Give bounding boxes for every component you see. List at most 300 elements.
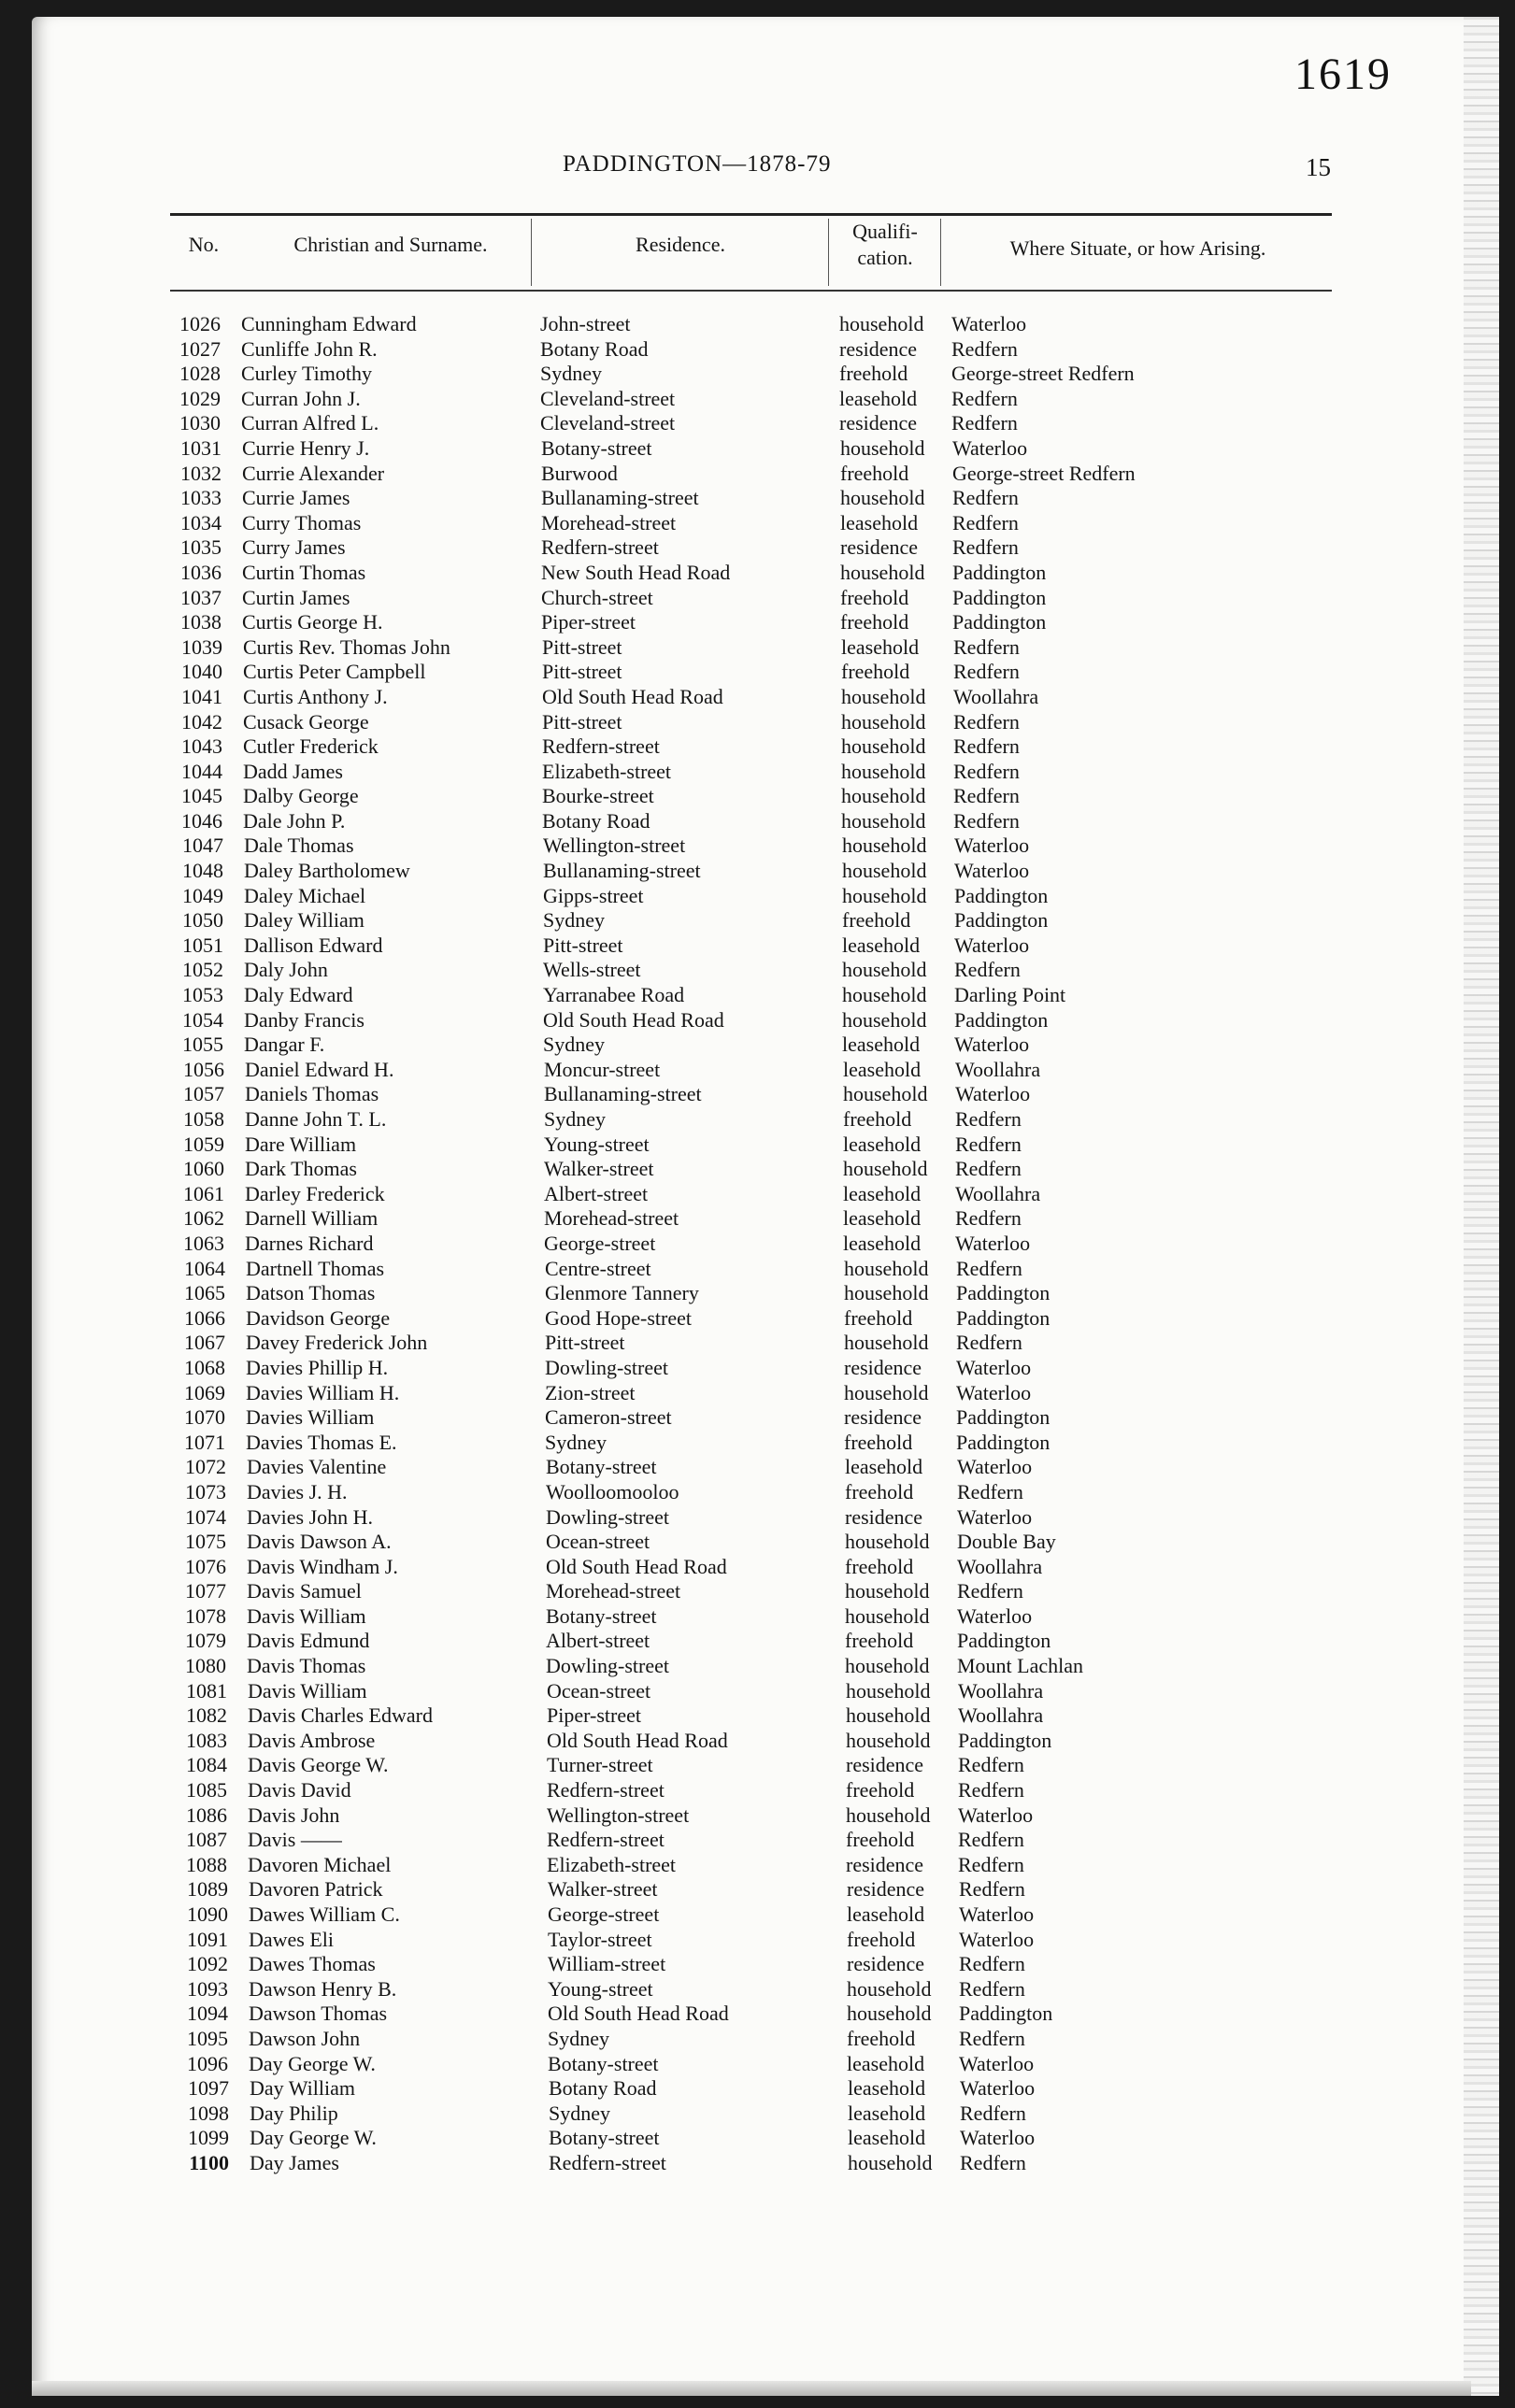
- entry-number: 1099: [188, 2126, 229, 2150]
- table-row: [0, 411, 1467, 436]
- qualification: household: [842, 859, 927, 883]
- entry-number: 1057: [183, 1082, 224, 1106]
- page-number: 1619: [1294, 50, 1392, 99]
- residence: Albert-street: [544, 1181, 649, 1205]
- qualification: leasehold: [843, 1231, 922, 1255]
- where-situate: Redfern: [951, 336, 1018, 361]
- residence: Dowling-street: [546, 1654, 669, 1678]
- entry-number: 1041: [181, 684, 222, 708]
- residence: Good Hope-street: [545, 1305, 693, 1330]
- elector-name: Cunliffe John R.: [241, 336, 378, 361]
- table-row: [0, 1828, 1467, 1853]
- entry-number: 1053: [182, 983, 223, 1007]
- residence: Dowling-street: [546, 1504, 669, 1529]
- elector-name: Dadd James: [243, 759, 343, 783]
- table-row: [0, 2102, 1467, 2127]
- column-header-qualification-line2: cation.: [857, 246, 913, 269]
- table-row: [0, 784, 1467, 809]
- entry-number: 1061: [183, 1181, 224, 1205]
- elector-name: Curley Timothy: [241, 362, 372, 386]
- where-situate: Paddington: [952, 560, 1047, 584]
- qualification: leasehold: [841, 634, 920, 659]
- entry-number: 1058: [183, 1107, 224, 1131]
- column-header-where: Where Situate, or how Arising.: [1009, 236, 1266, 260]
- qualification: freehold: [844, 1430, 913, 1454]
- table-row: [0, 1928, 1467, 1953]
- qualification: household: [842, 983, 927, 1007]
- table-row: [0, 1629, 1467, 1654]
- residence: Burwood: [541, 461, 618, 485]
- qualification: freehold: [844, 1305, 913, 1330]
- residence: Zion-street: [545, 1380, 636, 1404]
- qualification: residence: [839, 411, 918, 435]
- qualification: household: [841, 709, 926, 734]
- residence: Pitt-street: [545, 1331, 625, 1355]
- entry-number: 1064: [184, 1256, 225, 1280]
- where-situate: Waterloo: [952, 435, 1028, 460]
- elector-name: Davis Charles Edward: [248, 1703, 433, 1728]
- table-row: [0, 1133, 1467, 1158]
- qualification: household: [842, 883, 927, 907]
- elector-name: Dawson John: [249, 2026, 361, 2050]
- qualification: leasehold: [843, 1206, 922, 1231]
- table-row: [0, 635, 1467, 661]
- residence: Redfern-street: [542, 734, 660, 759]
- where-situate: Waterloo: [954, 834, 1030, 858]
- elector-name: Currie Alexander: [242, 461, 385, 485]
- residence: Botany Road: [549, 2076, 657, 2101]
- elector-name: Cunningham Edward: [241, 312, 417, 335]
- where-situate: Paddington: [956, 1405, 1050, 1430]
- column-divider: [940, 219, 941, 286]
- table-row: [0, 1107, 1467, 1133]
- residence: Morehead-street: [541, 510, 677, 534]
- table-row: [0, 535, 1467, 561]
- residence: Albert-street: [546, 1629, 650, 1653]
- entry-number: 1043: [181, 734, 222, 759]
- qualification: household: [842, 1007, 927, 1032]
- residence: Botany Road: [540, 336, 649, 361]
- qualification: household: [841, 759, 926, 783]
- qualification: freehold: [839, 362, 908, 386]
- column-header-name: Christian and Surname.: [293, 233, 488, 256]
- table-row: [0, 958, 1467, 983]
- elector-name: Daly Edward: [244, 983, 353, 1007]
- qualification: freehold: [842, 908, 911, 933]
- where-situate: Waterloo: [959, 1927, 1035, 1951]
- table-row: [0, 511, 1467, 536]
- where-situate: Darling Point: [954, 983, 1066, 1007]
- where-situate: Redfern: [951, 386, 1018, 410]
- residence: Walker-street: [548, 1877, 658, 1902]
- where-situate: Redfern: [955, 1107, 1022, 1131]
- entry-number: 1049: [182, 883, 223, 907]
- elector-name: Davies Phillip H.: [246, 1355, 389, 1379]
- table-row: [0, 1555, 1467, 1580]
- elector-name: Currie James: [242, 486, 350, 510]
- residence: Redfern-street: [541, 535, 659, 560]
- entry-number: 1087: [186, 1828, 227, 1852]
- entry-number: 1056: [183, 1057, 224, 1081]
- table-row: [0, 1281, 1467, 1306]
- elector-name: Danby Francis: [244, 1007, 364, 1032]
- residence: Gipps-street: [543, 883, 644, 907]
- elector-name: Darnes Richard: [245, 1231, 374, 1255]
- column-divider: [531, 219, 532, 286]
- elector-name: Dawes William C.: [249, 1902, 400, 1926]
- where-situate: Redfern: [952, 486, 1019, 510]
- qualification: household: [842, 958, 927, 982]
- qualification: household: [845, 1603, 930, 1628]
- entry-number: 1030: [179, 411, 221, 435]
- qualification: household: [843, 1157, 928, 1181]
- where-situate: Redfern: [954, 958, 1021, 982]
- elector-name: Curtis Rev. Thomas John: [243, 634, 450, 659]
- qualification: residence: [840, 535, 919, 560]
- table-row: [0, 1604, 1467, 1630]
- entry-number: 1096: [187, 2051, 228, 2075]
- where-situate: Woollahra: [953, 684, 1039, 708]
- entry-number: 1071: [184, 1430, 225, 1454]
- table-row: [0, 2076, 1467, 2102]
- where-situate: Paddington: [956, 1430, 1050, 1454]
- residence: Botany-street: [546, 1455, 657, 1479]
- qualification: household: [844, 1281, 929, 1305]
- where-situate: Waterloo: [957, 1603, 1033, 1628]
- elector-name: Curry Thomas: [242, 510, 362, 534]
- residence: Cameron-street: [545, 1405, 672, 1430]
- residence: Bullanaming-street: [543, 859, 701, 883]
- where-situate: Waterloo: [956, 1380, 1032, 1404]
- table-row: [0, 1654, 1467, 1679]
- elector-list: [0, 312, 1467, 2176]
- where-situate: Paddington: [952, 585, 1047, 609]
- where-situate: Waterloo: [957, 1504, 1033, 1529]
- entry-number: 1094: [187, 2002, 228, 2026]
- elector-name: Daley Michael: [244, 883, 366, 907]
- qualification: household: [841, 734, 926, 759]
- elector-name: Dartnell Thomas: [246, 1256, 385, 1280]
- where-situate: Woollahra: [957, 1554, 1043, 1578]
- where-situate: Redfern: [953, 808, 1020, 833]
- entry-number: 1060: [183, 1157, 224, 1181]
- entry-number: 1092: [187, 1952, 228, 1976]
- where-situate: Waterloo: [959, 2051, 1035, 2075]
- qualification: household: [840, 486, 925, 510]
- page-bottom-edge: [32, 2381, 1471, 2396]
- qualification: leasehold: [845, 1455, 923, 1479]
- table-row: [0, 2002, 1467, 2027]
- entry-number: 1074: [185, 1504, 226, 1529]
- entry-number: 1072: [185, 1455, 226, 1479]
- residence: Walker-street: [544, 1157, 654, 1181]
- elector-name: Davis ——: [248, 1828, 342, 1852]
- entry-number: 1052: [182, 958, 223, 982]
- elector-name: Curry James: [242, 535, 346, 560]
- where-situate: Redfern: [953, 784, 1020, 808]
- qualification: household: [846, 1678, 931, 1703]
- where-situate: Redfern: [957, 1479, 1023, 1503]
- table-row: [0, 1679, 1467, 1704]
- residence: Church-street: [541, 585, 653, 609]
- elector-name: Curtis George H.: [242, 610, 383, 634]
- elector-name: Daniel Edward H.: [245, 1057, 394, 1081]
- elector-name: Davoren Patrick: [249, 1877, 383, 1902]
- table-row: [0, 809, 1467, 834]
- entry-number: 1073: [185, 1479, 226, 1503]
- table-row: [0, 1977, 1467, 2002]
- table-row: [0, 2052, 1467, 2077]
- residence: Old South Head Road: [547, 1728, 728, 1752]
- table-row: [0, 1480, 1467, 1505]
- elector-name: Curtis Anthony J.: [243, 684, 388, 708]
- entry-number: 1029: [179, 386, 221, 410]
- qualification: freehold: [840, 585, 909, 609]
- elector-name: Davies William H.: [246, 1380, 400, 1404]
- entry-number: 1033: [180, 486, 222, 510]
- where-situate: Waterloo: [958, 1802, 1034, 1827]
- qualification: freehold: [845, 1629, 914, 1653]
- column-header-residence: Residence.: [636, 233, 725, 256]
- table-row: [0, 1058, 1467, 1083]
- where-situate: Redfern: [957, 1579, 1023, 1603]
- entry-number: 1065: [184, 1281, 225, 1305]
- residence: Redfern-street: [549, 2150, 666, 2174]
- table-row: [0, 734, 1467, 760]
- table-row: [0, 859, 1467, 884]
- where-situate: Waterloo: [955, 1082, 1031, 1106]
- elector-name: Day James: [250, 2150, 339, 2174]
- table-row: [0, 1232, 1467, 1257]
- elector-name: Dare William: [245, 1132, 357, 1156]
- entry-number: 1082: [186, 1703, 227, 1728]
- residence: Bourke-street: [542, 784, 654, 808]
- table-row: [0, 1505, 1467, 1531]
- table-row: [0, 908, 1467, 933]
- elector-name: Dale Thomas: [244, 834, 354, 858]
- elector-name: Day William: [250, 2076, 355, 2101]
- residence: Cleveland-street: [540, 411, 676, 435]
- where-situate: Paddington: [957, 1629, 1051, 1653]
- elector-name: Curtin James: [242, 585, 350, 609]
- where-situate: Redfern: [959, 1952, 1025, 1976]
- elector-name: Davis George W.: [248, 1753, 389, 1777]
- elector-name: Dalby George: [243, 784, 359, 808]
- table-row: [0, 1703, 1467, 1729]
- qualification: household: [847, 2002, 932, 2026]
- qualification: household: [844, 1331, 929, 1355]
- elector-name: Davis John: [248, 1802, 340, 1827]
- where-situate: Redfern: [953, 709, 1020, 734]
- residence: Botany-street: [541, 435, 652, 460]
- where-situate: Woollahra: [958, 1703, 1044, 1728]
- where-situate: Redfern: [960, 2150, 1026, 2174]
- qualification: residence: [844, 1405, 922, 1430]
- entry-number: 1050: [182, 908, 223, 933]
- qualification: household: [846, 1728, 931, 1752]
- residence: Wellington-street: [547, 1802, 690, 1827]
- where-situate: Waterloo: [951, 312, 1027, 335]
- qualification: residence: [844, 1355, 922, 1379]
- table-row: [0, 462, 1467, 487]
- where-situate: Waterloo: [955, 1231, 1031, 1255]
- entry-number: 1084: [186, 1753, 227, 1777]
- elector-name: Daly John: [244, 958, 328, 982]
- elector-name: Cutler Frederick: [243, 734, 379, 759]
- elector-name: Dawson Henry B.: [249, 1976, 397, 2001]
- entry-number: 1037: [180, 585, 222, 609]
- entry-number: 1028: [179, 362, 221, 386]
- where-situate: Redfern: [958, 1753, 1024, 1777]
- qualification: freehold: [840, 461, 909, 485]
- residence: William-street: [548, 1952, 666, 1976]
- qualification: household: [843, 1082, 928, 1106]
- qualification: leasehold: [848, 2126, 926, 2150]
- table-row: [0, 1331, 1467, 1356]
- table-row: [0, 1405, 1467, 1431]
- elector-name: Dale John P.: [243, 808, 346, 833]
- qualification: leasehold: [848, 2076, 926, 2101]
- qualification: household: [840, 435, 925, 460]
- header-rule-bottom: [170, 290, 1332, 292]
- entry-number: 1044: [181, 759, 222, 783]
- residence: Old South Head Road: [548, 2002, 729, 2026]
- residence: Piper-street: [541, 610, 636, 634]
- elector-name: Dallison Edward: [244, 933, 383, 957]
- qualification: household: [845, 1579, 930, 1603]
- where-situate: Redfern: [959, 2026, 1025, 2050]
- table-row: [0, 1431, 1467, 1456]
- where-situate: Redfern: [952, 535, 1019, 560]
- qualification: household: [841, 784, 926, 808]
- qualification: residence: [847, 1952, 925, 1976]
- elector-name: Darnell William: [245, 1206, 379, 1231]
- entry-number: 1077: [185, 1579, 226, 1603]
- qualification: household: [844, 1380, 929, 1404]
- qualification: household: [839, 312, 924, 335]
- where-situate: Redfern: [953, 634, 1020, 659]
- table-row: [0, 1257, 1467, 1282]
- residence: Bullanaming-street: [544, 1082, 702, 1106]
- residence: Sydney: [549, 2101, 610, 2125]
- where-situate: Redfern: [958, 1778, 1024, 1802]
- entry-number: 1086: [186, 1802, 227, 1827]
- table-row: [0, 1579, 1467, 1604]
- residence: Old South Head Road: [546, 1554, 727, 1578]
- table-row: [0, 710, 1467, 735]
- qualification: leasehold: [842, 933, 921, 957]
- residence: Yarranabee Road: [543, 983, 685, 1007]
- running-title: PADDINGTON—1878-79: [563, 151, 832, 177]
- elector-name: Davis Edmund: [247, 1629, 370, 1653]
- residence: Elizabeth-street: [547, 1852, 677, 1876]
- qualification: leasehold: [843, 1057, 922, 1081]
- where-situate: Redfern: [956, 1331, 1022, 1355]
- residence: Turner-street: [547, 1753, 653, 1777]
- where-situate: Redfern: [956, 1256, 1022, 1280]
- where-situate: Paddington: [952, 610, 1047, 634]
- elector-name: Dark Thomas: [245, 1157, 357, 1181]
- table-row: [0, 1753, 1467, 1778]
- residence: Woolloomooloo: [546, 1479, 679, 1503]
- where-situate: Paddington: [956, 1281, 1050, 1305]
- entry-number: 1054: [182, 1007, 223, 1032]
- entry-number: 1091: [187, 1927, 228, 1951]
- elector-name: Curran Alfred L.: [241, 411, 379, 435]
- residence: Glenmore Tannery: [545, 1281, 699, 1305]
- elector-name: Datson Thomas: [246, 1281, 376, 1305]
- residence: Botany Road: [542, 808, 650, 833]
- residence: Pitt-street: [542, 634, 622, 659]
- qualification: leasehold: [847, 2051, 925, 2075]
- entry-number: 1066: [184, 1305, 225, 1330]
- table-row: [0, 312, 1467, 337]
- elector-name: Dawson Thomas: [249, 2002, 388, 2026]
- entry-number: 1039: [181, 634, 222, 659]
- residence: Wells-street: [543, 958, 641, 982]
- where-situate: Redfern: [953, 759, 1020, 783]
- qualification: leasehold: [839, 386, 918, 410]
- qualification: household: [846, 1802, 931, 1827]
- entry-number: 1035: [180, 535, 222, 560]
- entry-number: 1098: [188, 2101, 229, 2125]
- elector-name: Day George W.: [250, 2126, 377, 2150]
- where-situate: Redfern: [958, 1828, 1024, 1852]
- where-situate: Mount Lachlan: [957, 1654, 1084, 1678]
- residence: Sydney: [545, 1430, 607, 1454]
- residence: Wellington-street: [543, 834, 686, 858]
- table-row: [0, 1082, 1467, 1107]
- table-row: [0, 561, 1467, 586]
- where-situate: Redfern: [953, 660, 1020, 684]
- where-situate: George-street Redfern: [951, 362, 1135, 386]
- entry-number: 1062: [183, 1206, 224, 1231]
- table-row: [0, 586, 1467, 611]
- where-situate: Paddington: [959, 2002, 1053, 2026]
- table-row: [0, 1902, 1467, 1928]
- residence: Pitt-street: [543, 933, 623, 957]
- elector-name: Curtin Thomas: [242, 560, 366, 584]
- entry-number: 1070: [184, 1405, 225, 1430]
- qualification: household: [845, 1654, 930, 1678]
- where-situate: Redfern: [951, 411, 1018, 435]
- table-row: [0, 1182, 1467, 1207]
- residence: Redfern-street: [547, 1828, 665, 1852]
- residence: New South Head Road: [541, 560, 731, 584]
- table-row: [0, 1530, 1467, 1555]
- where-situate: Woollahra: [955, 1057, 1041, 1081]
- where-situate: Paddington: [958, 1728, 1052, 1752]
- elector-name: Danne John T. L.: [245, 1107, 387, 1131]
- residence: Young-street: [544, 1132, 650, 1156]
- table-row: [0, 1952, 1467, 1977]
- residence: Piper-street: [547, 1703, 641, 1728]
- where-situate: Redfern: [959, 1877, 1025, 1902]
- qualification: freehold: [845, 1479, 914, 1503]
- header-rule-top: [170, 213, 1332, 216]
- residence: Sydney: [543, 908, 605, 933]
- entry-number: 1055: [182, 1033, 223, 1057]
- qualification: household: [847, 1976, 932, 2001]
- table-row: [0, 1381, 1467, 1406]
- elector-name: Daley William: [244, 908, 364, 933]
- entry-number: 1076: [185, 1554, 226, 1578]
- qualification: freehold: [846, 1778, 915, 1802]
- elector-name: Davey Frederick John: [246, 1331, 428, 1355]
- residence: Botany-street: [549, 2126, 660, 2150]
- entry-number: 1079: [185, 1629, 226, 1653]
- qualification: household: [848, 2150, 933, 2174]
